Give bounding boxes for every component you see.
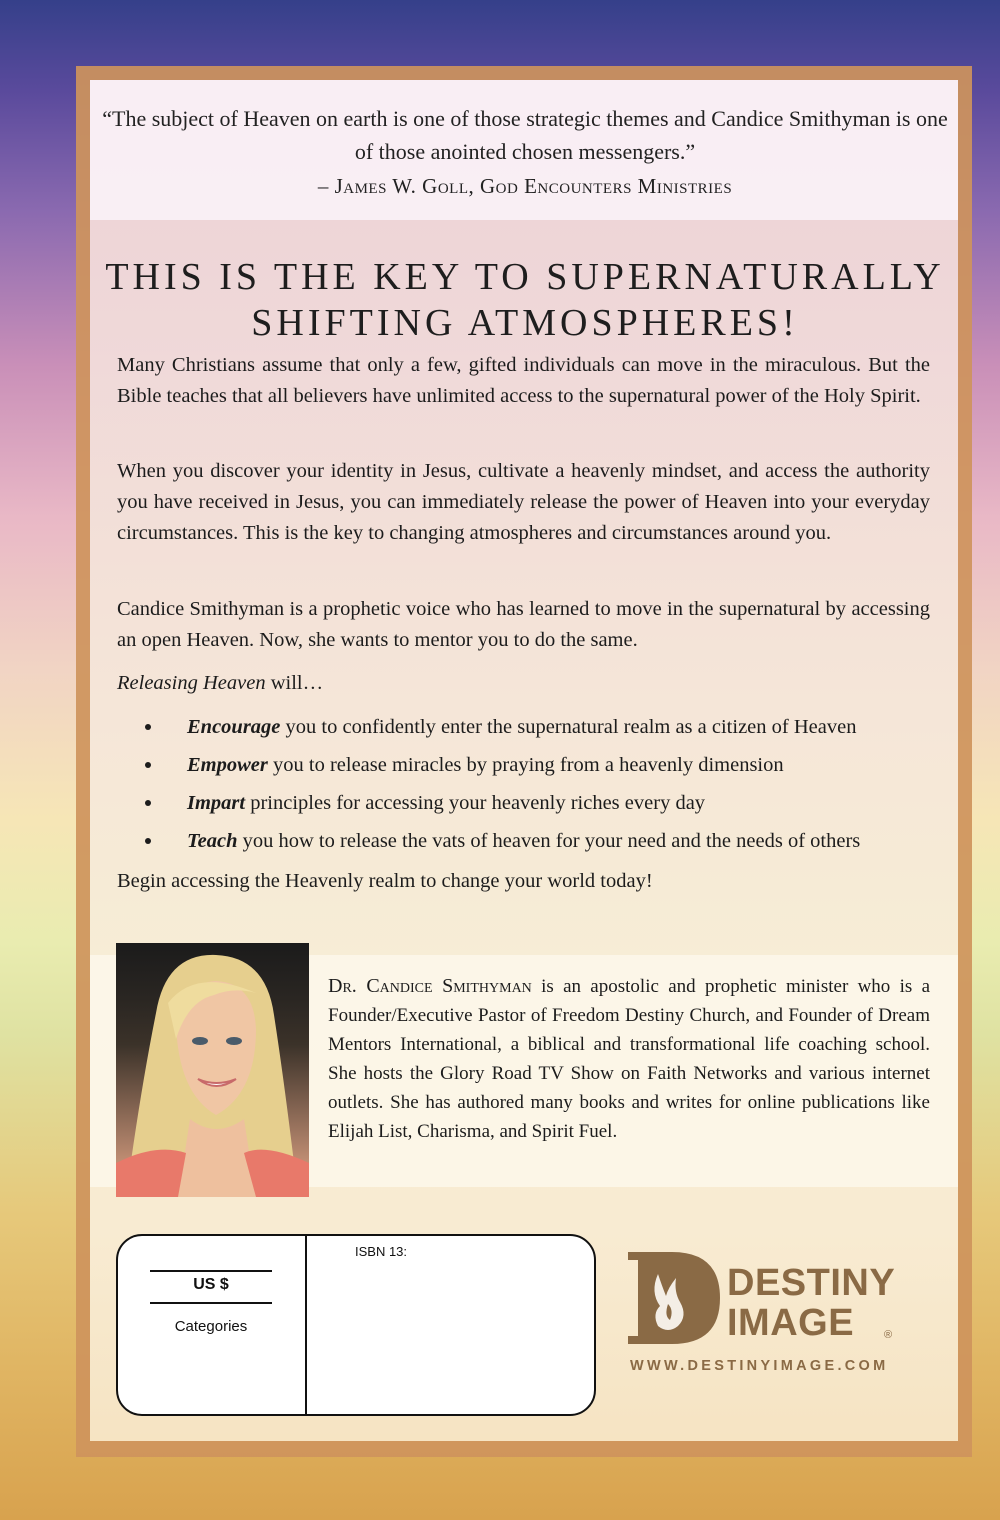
bullet-text: you to release miracles by praying from a heavenly dimension xyxy=(267,754,784,776)
bullet-keyword: Impart xyxy=(187,792,246,814)
list-item xyxy=(117,822,947,860)
bullet-dot xyxy=(145,838,151,844)
destiny-image-logo-icon xyxy=(628,1252,720,1349)
author-bio xyxy=(328,972,930,1146)
bullet-keyword: Encourage xyxy=(187,716,281,738)
registered-mark: ® xyxy=(884,1329,893,1341)
price-rule-bottom xyxy=(150,1302,272,1304)
publisher-url: WWW.DESTINYIMAGE.COM xyxy=(630,1358,889,1374)
isbn-label: ISBN 13: xyxy=(355,1244,408,1259)
bullets-intro xyxy=(117,668,930,699)
bullet-text: you how to release the vats of heaven for your need and the needs of others xyxy=(237,830,861,852)
list-item xyxy=(117,708,947,746)
body-paragraph-1: Many Christians assume that only a few, gifted individuals can move in the miraculous. But the Bible teaches that all believers have unlimited access to the supernatural power of the Holy Spirit. xyxy=(117,354,930,407)
list-item xyxy=(117,784,947,822)
headline-line-1: THIS IS THE KEY TO SUPERNATURALLY xyxy=(105,256,945,298)
bullet-keyword: Empower xyxy=(187,754,268,776)
bullet-dot xyxy=(145,724,151,730)
bullet-keyword: Teach xyxy=(187,830,238,852)
headline-line-2: SHIFTING ATMOSPHERES! xyxy=(251,302,799,344)
author-photo xyxy=(116,943,309,1197)
publisher-word-2: IMAGE xyxy=(727,1302,855,1344)
endorsement-attribution: – James W. Goll, God Encounters Ministries xyxy=(317,174,733,198)
body-paragraph-3: Candice Smithyman is a prophetic voice who has learned to move in the supernatural by accessing an open Heaven. Now, she wants to mentor you to do the same. xyxy=(117,598,930,651)
bullets-intro-rest: will… xyxy=(265,672,324,694)
author-portrait-illustration xyxy=(116,943,309,1197)
list-item xyxy=(117,746,947,784)
endorsement-quote: “The subject of Heaven on earth is one of those strategic themes and Candice Smithyman is one of those anointed chosen messengers.” xyxy=(102,106,948,164)
price-box-divider xyxy=(305,1235,307,1415)
author-bio-text: is an apostolic and prophetic minister who is a Founder/Executive Pastor of Freedom Destiny Church, and Founder of Dream Mentors International, a biblical and transformational life coaching school. She hosts the Glory Road TV Show on Faith Networks and various internet outlets. She has authored many books and writes for online publications like Elijah List, Charisma, and Spirit Fuel. xyxy=(328,976,931,1142)
price-rule-top xyxy=(150,1270,272,1272)
bullet-text: principles for accessing your heavenly riches every day xyxy=(245,792,706,814)
author-name: Dr. Candice Smithyman xyxy=(328,975,532,997)
categories-label: Categories xyxy=(174,1318,248,1335)
bullet-text: you to confidently enter the supernatural realm as a citizen of Heaven xyxy=(280,716,857,738)
closing-line: Begin accessing the Heavenly realm to change your world today! xyxy=(117,870,653,892)
body-paragraph-2: When you discover your identity in Jesus, cultivate a heavenly mindset, and access the authority you have received in Jesus, you can immediately release the power of Heaven into your everyday circumstances. This is the key to changing atmospheres and circumstances around you. xyxy=(117,460,930,544)
bullet-dot xyxy=(145,800,151,806)
price-label: US $ xyxy=(193,1276,229,1293)
book-title: Releasing Heaven xyxy=(117,672,266,694)
bullet-dot xyxy=(145,762,151,768)
headline xyxy=(100,254,950,346)
publisher-word-1: DESTINY xyxy=(727,1262,896,1304)
benefit-list xyxy=(117,708,947,860)
